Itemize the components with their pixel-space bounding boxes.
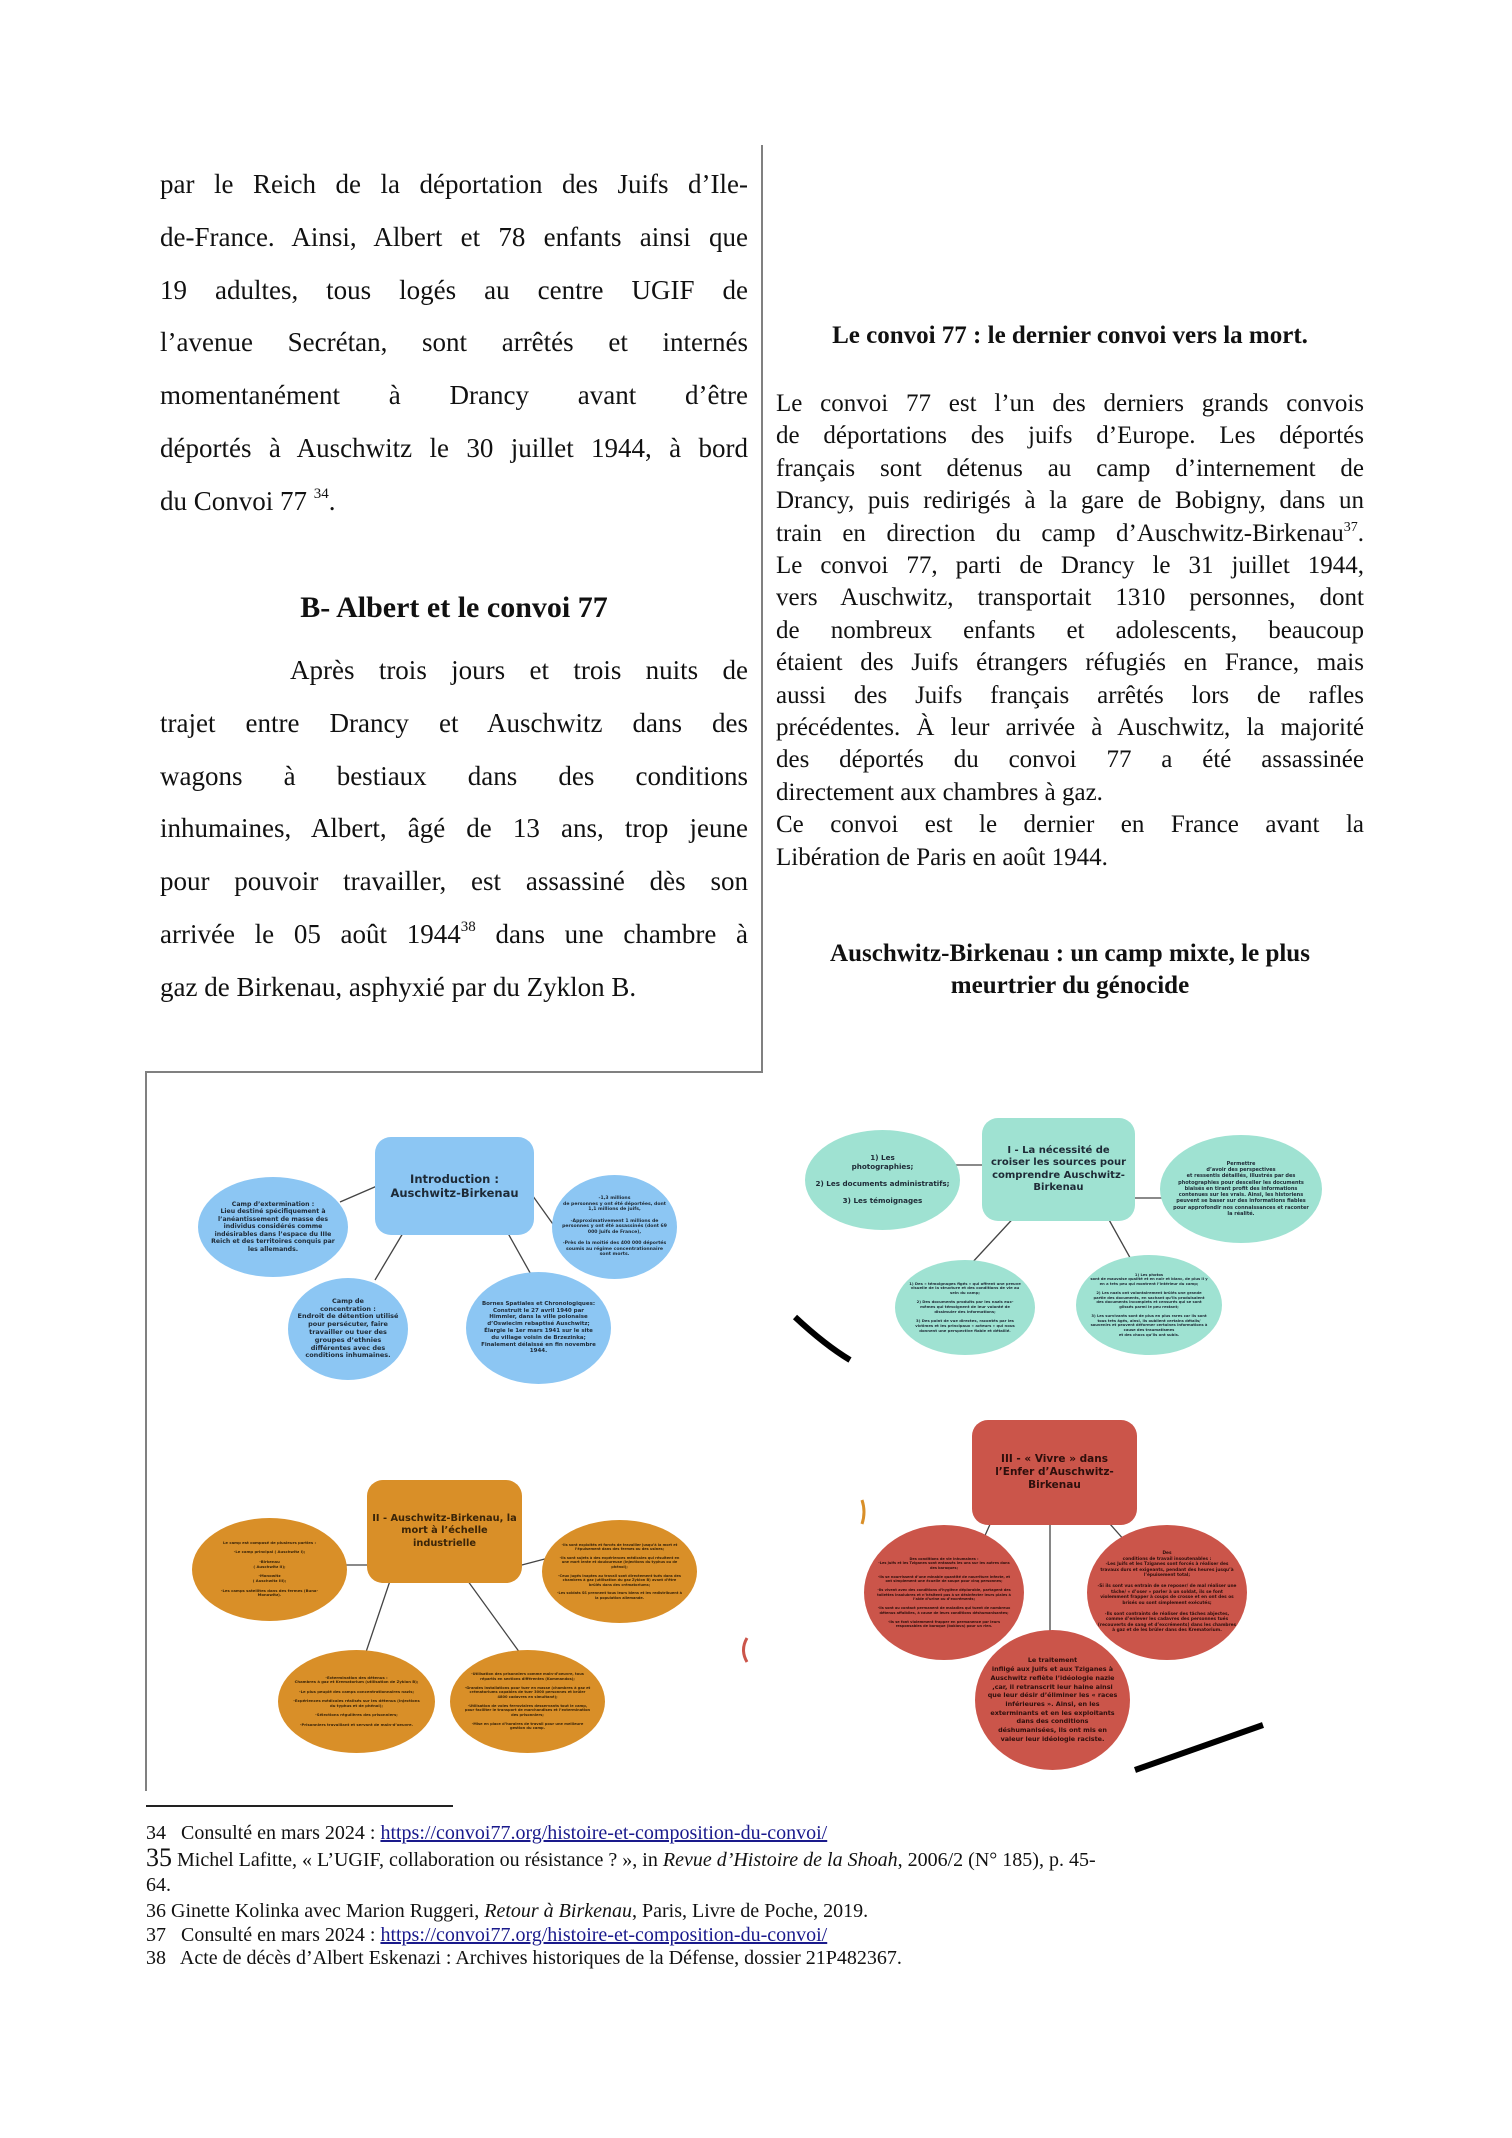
footnote-link[interactable]: https://convoi77.org/histoire-et-composition-du-convoi/ — [380, 1822, 828, 1844]
title-line: meurtrier du génocide — [950, 972, 1190, 999]
footnote-ref-37[interactable]: 37 — [1343, 519, 1358, 535]
text-line: trajet entre Drancy et Auschwitz dans des — [160, 707, 748, 738]
text-line: Le convoi 77, parti de Drancy le 31 juillet 1944, — [776, 552, 1364, 580]
mindmap-introduction — [190, 1130, 670, 1400]
footnote-35-continued — [146, 1873, 1386, 1897]
node-text: Camp de concentration : Endroit de détention utilisé pour persécuter, faire travailler ou tuer des groupes d’ethnies différentes avec des conditions inhumaines. — [297, 1296, 399, 1360]
node-text: -1,3 millions de personnes y ont été déportées, dont 1,1 millions de juifs, -Approximativement 1 millions de personnes y ont été assassinés (dont 69 000 Juifs de France), -Près de la moitié des 400 000 déportés soumis au régime concentrationnaire sont morts. — [562, 1196, 667, 1258]
footnote-separator — [146, 1805, 453, 1807]
footnote-text: , Paris, Livre de Poche, 2019. — [632, 1900, 869, 1922]
section-title: B- Albert et le convoi 77 — [300, 591, 608, 624]
footnote-35 — [146, 1843, 1386, 1872]
frame-border-bottom — [145, 1071, 763, 1073]
mindmap-center-node — [367, 1480, 522, 1583]
node-text: III - « Vivre » dans l’Enfer d’Auschwitz-Birkenau — [995, 1453, 1114, 1491]
footnote-text: , 2006/2 (N° 185), p. 45- — [897, 1849, 1096, 1871]
node-text: Bornes Spatiales et Chronologiques: Construit le 27 avril 1940 par Himmler, dans la ville polonaise d’Oswiecim rebaptisé Auschwitz; Élargie le 1er mars 1941 sur le site du village voisin de Brzezinka; Finalement délaissé en fin novembre 1944. — [481, 1300, 596, 1355]
mindmap-node-limits — [1076, 1255, 1222, 1355]
node-text: I - La nécessité de croiser les sources pour comprendre Auschwitz-Birkenau — [990, 1144, 1127, 1193]
node-text: Permettre d’avoir des perspectives et ressentis détaillés, illustrés par des photographies pour desceller les documents biaisés en tirant profit des informations contenues sur les vrais. Ainsi, les historiens peuvent se baser sur des informations fiables pour approfondir nos connaissances et raconter la réalité. — [1173, 1161, 1309, 1217]
mindmap-section-title — [770, 938, 1370, 1002]
mindmap-node-extermination — [198, 1177, 348, 1277]
text-line: inhumaines, Albert, âgé de 13 ans, trop jeune — [160, 813, 748, 844]
mindmap-part-3 — [850, 1420, 1300, 1790]
mindmap-node-concentration — [288, 1278, 408, 1380]
node-text: Le traitement infligé aux Juifs et aux Tziganes à Auschwitz reflète l’idéologie nazie ,car, il retranscrit leur haine ainsi que leur désir d’éliminer les « races inférieures ». Ainsi, en les exterminants et en les exploitants dans des conditions déshumanisées, ils ont mis en valeur leur idéologie raciste. — [987, 1656, 1118, 1743]
text-fragment: train en direction du camp d’Auschwitz-Birkenau — [776, 519, 1344, 547]
text-line: directement aux chambres à gaz. — [776, 778, 1103, 806]
footnote-38 — [146, 1946, 1386, 1970]
mindmap-node-extermination — [278, 1650, 435, 1753]
node-text: -Extermination des détenus : Chambres à gaz et Krematorium (utilisation de Zyklon B); -Le plus peuplé des camps concentrationnaires nazis; -Expériences médicales réalisés sur les détenus (injections du typhus et de phénol); -Sélections régulières des prisonniers; -Prisonniers travaillant et servant de main-d’oeuvre. — [293, 1674, 420, 1727]
footnote-number: 35 — [146, 1843, 172, 1872]
decorative-stroke — [795, 1317, 850, 1360]
decorative-stroke — [1135, 1725, 1263, 1770]
text-line: étaient des Juifs étrangers réfugiés en France, mais — [776, 649, 1364, 677]
decorative-arc — [862, 1500, 864, 1524]
connector — [375, 1228, 406, 1280]
footnote-journal-title: Revue d’Histoire de la Shoah — [662, 1849, 898, 1871]
text-line — [776, 518, 1364, 550]
node-text: 1) Les photos sont de mauvaise qualité et en noir et blanc, de plus il y en a très peu qui montrent l’intérieur du camp; 2) Les nazis ont volontairement brûlés une grande partie des documents, en sachant qu’ils produisaient des documents incomplets et censurés qui se sont glissés parmi le peu restant; 3) Les survivants sont de plus en plus rares car ils sont tous très âgés, ainsi, ils oublient certains détails/ souvenirs et peuvent déformer certaines informations à cause des traumatismes et des chocs qu’ils ont subis. — [1090, 1272, 1208, 1337]
mindmap-part-2 — [190, 1480, 750, 1770]
footnote-number: 38 — [146, 1947, 166, 1969]
mindmap-center-node — [375, 1137, 534, 1235]
text-line — [160, 475, 748, 528]
frame-border-left — [145, 1071, 147, 1791]
text-line — [160, 908, 748, 961]
footnote-text: 64. — [146, 1874, 171, 1896]
node-text: -Utilisation des prisonniers comme main-d’oeuvre, tous répartis en sections différentes (Kommandos); -Grandes installations pour tuer en masse (chambres à gaz et crématoriums capables de tuer 3000 personnes et brûler 4800 cadavres en simultané); -Utilisation de voies ferroviaires desservants tout le camp, pour faciliter le transport de marchandises et l’extermination des prisonniers; -Mise en place d’horaires de travail pour une meilleure gestion du camp. — [464, 1672, 591, 1731]
footnote-number: 37 — [146, 1924, 166, 1946]
mindmap-node-conclusion — [975, 1630, 1130, 1770]
node-text: 1) Les photographies; 2) Les documents administratifs; 3) Les témoignages — [815, 1153, 950, 1206]
mindmap-node-camp-parts — [192, 1518, 347, 1621]
node-text: Camp d’extermination : Lieu destiné spécifiquement à l’anéantissement de masse des individus considérés comme indésirables dans l’espace du IIIe Reich et des territoires conquis par les allemands. — [211, 1200, 335, 1253]
node-text: II - Auschwitz-Birkenau, la mort à l’échelle industrielle — [372, 1512, 517, 1549]
mindmap-node-organisation — [450, 1650, 605, 1753]
text-line: français sont détenus au camp d’internement de — [776, 454, 1364, 482]
footnote-book-title: Retour à Birkenau — [484, 1900, 632, 1922]
footnote-34 — [146, 1821, 1386, 1845]
footnote-ref-38[interactable]: 38 — [460, 918, 476, 935]
text-line: Drancy, puis redirigés à la gare de Bobigny, dans un — [776, 487, 1364, 515]
footnote-text: Consulté en mars 2024 : — [181, 1924, 381, 1946]
mindmap-node-sources — [805, 1130, 960, 1230]
footnote-link[interactable]: https://convoi77.org/histoire-et-composition-du-convoi/ — [380, 1924, 828, 1946]
node-text: 1) Des « témoignages figés » qui offrent une preuve visuelle de la structure et des conditions de vie au sein du camp; 2) Des documents produits par les nazis eux-mêmes qui témoignent de leur volonté de dissimuler des informations; 3) Des point de vue directes, racontés par les victimes et les principaux « acteurs » qui nous donnent une perspective fiable et détaillé. — [909, 1280, 1021, 1333]
right-column-title: Le convoi 77 : le dernier convoi vers la mort. — [832, 322, 1308, 349]
text-fragment: . — [1357, 519, 1364, 547]
footnote-number: 36 — [146, 1900, 166, 1922]
footnote-37 — [146, 1923, 1386, 1947]
title-line: Auschwitz-Birkenau : un camp mixte, le plus — [830, 940, 1310, 967]
mindmap-node-contributions — [895, 1260, 1035, 1355]
left-column-paragraph-2 — [160, 644, 748, 1014]
footnote-ref-34[interactable]: 34 — [313, 485, 329, 502]
text-line: vers Auschwitz, transportait 1310 personnes, dont — [776, 584, 1364, 612]
text-line: déportés à Auschwitz le 30 juillet 1944, à bord — [160, 432, 748, 463]
mindmap-node-work-conditions — [1087, 1525, 1247, 1660]
connector — [340, 1186, 377, 1202]
node-text: Des conditions de travail insoutenables : -Les Juifs et les Tziganes sont forcés à réaliser des travaux durs et exigeants, pendant des heures jusqu’à l’épuisement total; -Si ils sont vus entrain de se reposer/ de mal réaliser une tâche/ « d’oser » parler à un soldat, ils se font violemment frapper à coups de crosse et en ont des os brisés ou sont simplement exécutés; -Ils sont contraints de réaliser des tâches abjectes, comme d’enlever les cadavres des personnes tués (recouverts de sang et d’excréments) dans les chambres à gaz et de les brûler dans des Krematorium. — [1097, 1551, 1237, 1634]
text-line: Après trois jours et trois nuits de — [290, 655, 748, 685]
mindmap-node-benefits — [1160, 1135, 1322, 1243]
text-line: aussi des Juifs français arrêtés lors de rafles — [776, 681, 1364, 709]
footnote-text: Acte de décès d’Albert Eskenazi : Archives historiques de la Défense, dossier 21P482367. — [179, 1947, 902, 1969]
text-line: gaz de Birkenau, asphyxié par du Zyklon B. — [160, 971, 637, 1002]
footnote-number: 34 — [146, 1822, 166, 1844]
footnote-text: Michel Lafitte, « L’UGIF, collaboration ou résistance ? », in — [172, 1849, 663, 1871]
left-column-paragraph-1 — [160, 158, 748, 528]
right-column-paragraph — [776, 388, 1364, 874]
node-text: Introduction : Auschwitz-Birkenau — [390, 1172, 519, 1200]
text-line: 19 adultes, tous logés au centre UGIF de — [160, 274, 748, 305]
text-line: de nombreux enfants et adolescents, beaucoup — [776, 616, 1364, 644]
mindmap-center-node — [982, 1118, 1135, 1221]
text-fragment: . — [328, 485, 336, 516]
connector — [505, 1228, 533, 1278]
text-line: des déportés du convoi 77 a été assassinée — [776, 746, 1364, 774]
text-fragment: arrivée le 05 août 1944 — [160, 918, 461, 949]
text-line: Ce convoi est le dernier en France avant la — [776, 811, 1364, 839]
footnote-text: Ginette Kolinka avec Marion Ruggeri, — [166, 1900, 485, 1922]
decorative-arc — [744, 1638, 748, 1662]
mindmap-node-exploitation — [542, 1520, 697, 1623]
frame-border-right — [761, 145, 763, 1072]
text-line: Libération de Paris en août 1944. — [776, 843, 1108, 871]
node-text: Des conditions de vie inhumaines : -Les juifs et les Tziganes sont entassés les uns sur les autres dans des baraques; -Ils se nourrissent d’une minable quantité de nourriture infecte, et ont simplement une écuelle de soupe pour cinq personnes; -Ils vivent avec des conditions d’hygiène déplorable, partagent des toilettes insalubres et n’hésitent pas à se désinfecter leurs plaies à l’aide d’urine ou d’excréments; -Ils sont au contact permanent de maladies qui tuent de nombreux détenus affaiblies, à cause de leurs conditions déshumanisantes; -Ils se font violemment frapper en permanence par leurs responsables de baraque (bokïova) pour un rien. — [877, 1556, 1011, 1628]
node-text: -Ils sont exploités et forcés de travailler jusqu’à la mort et l’épuisement dans des fermes ou des usines; -Ils sont sujets à des expériences médicales qui résultent en une mort lente et douloureuse (injections du typhus ou de phénol); -Ceux jugés inaptes au travail sont directement tués dans des chambres à gaz (utilisation du gaz Zyklon B) avant d’être brûlés dans des crématoriums; -Les soldats SS prennent tous leurs biens et les redistribuent à la population allemande. — [557, 1542, 682, 1600]
text-line: wagons à bestiaux dans des conditions — [160, 760, 748, 791]
text-line: de déportations des juifs d’Europe. Les déportés — [776, 422, 1364, 450]
text-line: précédentes. À leur arrivée à Auschwitz, la majorité — [776, 714, 1364, 742]
mindmap-node-bornes — [466, 1272, 611, 1384]
mindmap-center-node — [972, 1420, 1137, 1525]
text-line: Le convoi 77 est l’un des derniers grands convois — [776, 390, 1364, 417]
footnote-text: Consulté en mars 2024 : — [181, 1822, 381, 1844]
text-line: pour pouvoir travailler, est assassiné dès son — [160, 866, 748, 897]
mindmap-node-living-conditions — [864, 1525, 1024, 1660]
text-line: momentanément à Drancy avant d’être — [160, 380, 748, 411]
node-text: Le camp est composé de plusieurs parties : -Le camp principal ( Auschwitz I); -Birkenau ( Auschwitz II); -Monowitz ( Auschwitz III); -Les camps satellites dans des fermes (Buna-Monowitz). — [220, 1539, 319, 1598]
text-line: l’avenue Secrétan, sont arrêtés et internés — [160, 327, 748, 358]
mindmap-node-figures — [552, 1175, 677, 1279]
text-line: de-France. Ainsi, Albert et 78 enfants ainsi que — [160, 221, 748, 252]
text-line: par le Reich de la déportation des Juifs d’Ile- — [160, 169, 748, 199]
text-fragment: du Convoi 77 — [160, 485, 314, 516]
mindmap-part-1 — [800, 1110, 1360, 1360]
footnote-36 — [146, 1899, 1386, 1923]
text-fragment: dans une chambre à — [475, 918, 748, 949]
